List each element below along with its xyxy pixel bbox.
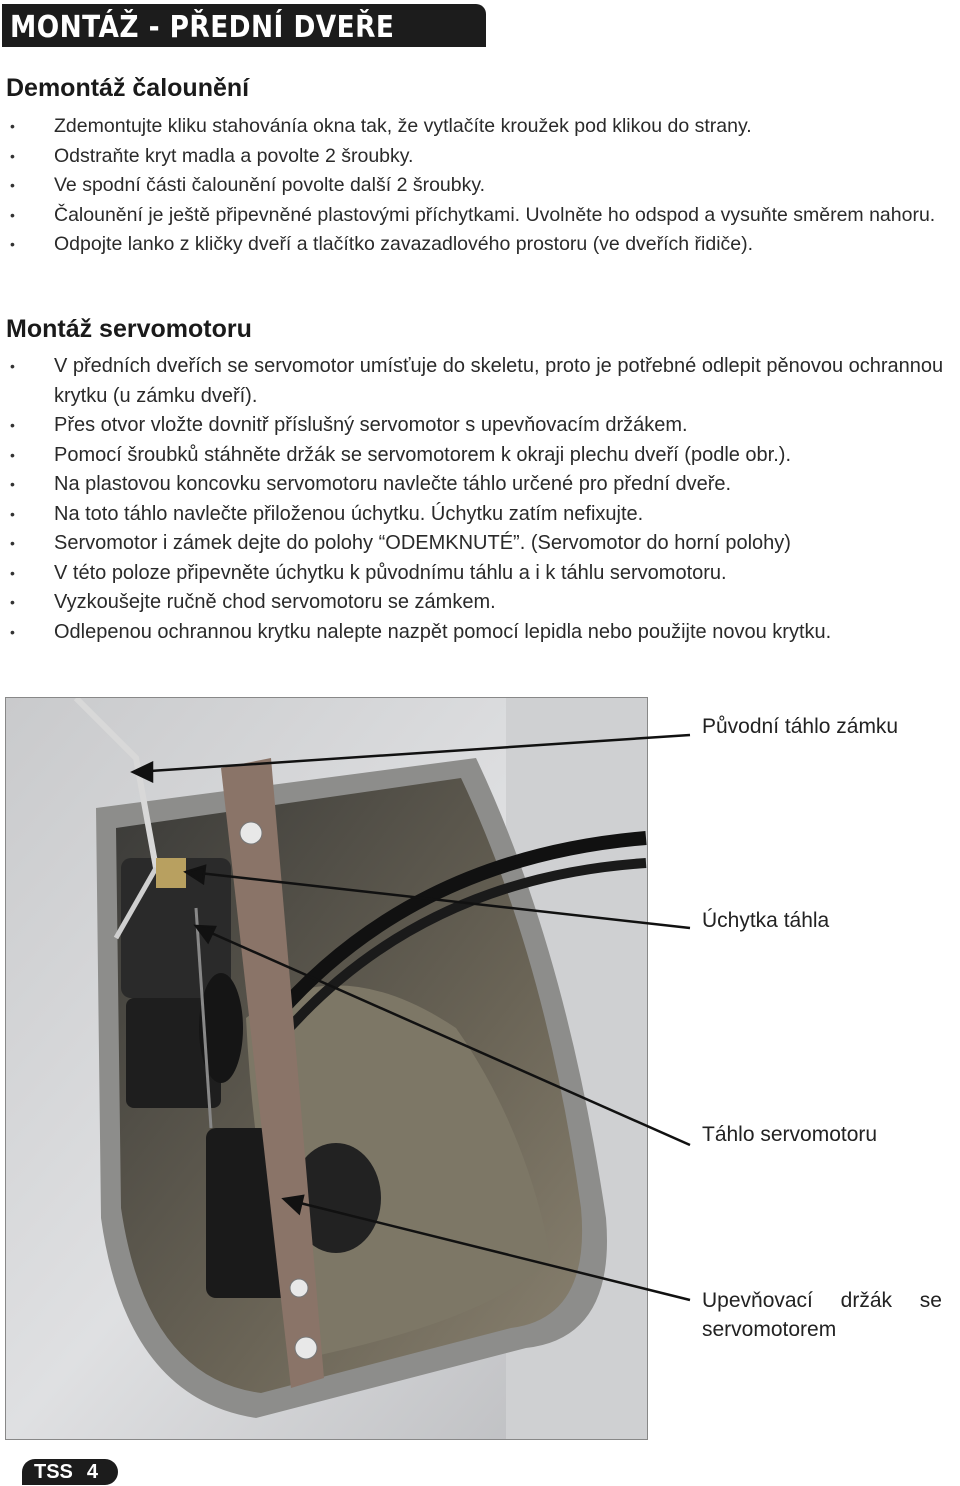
callout-rod-clip: Úchytka táhla [702, 909, 830, 932]
list-item: • V této poloze připevněte úchytku k původnímu táhlu a i k táhlu servomotoru. [6, 559, 960, 589]
list-item: • Ve spodní části čalounění povolte další 2 šroubky. [6, 171, 960, 201]
door-installation-photo [5, 697, 648, 1440]
footer-label [34, 1461, 98, 1484]
list-item: • Na toto táhlo navlečte přiloženou úchytku. Úchytku zatím nefixujte. [6, 500, 960, 530]
list-item: • Odpojte lanko z kličky dveří a tlačítko zavazadlového prostoru (ve dveřích řidiče). [6, 230, 960, 260]
callout-original-rod: Původní táhlo zámku [702, 715, 899, 738]
list-item: • Servomotor i zámek dejte do polohy “ODEMKNUTÉ”. (Servomotor do horní polohy) [6, 529, 960, 559]
footer-brand: TSS [34, 1461, 73, 1483]
door-photo-illustration [6, 698, 647, 1439]
page-number: 4 [86, 1461, 99, 1483]
list-item: • Vyzkoušejte ručně chod servomotoru se zámkem. [6, 588, 960, 618]
title-bar [2, 4, 486, 47]
page-title: MONTÁŽ - PŘEDNÍ DVEŘE [10, 10, 395, 45]
footer-badge [22, 1459, 118, 1485]
servo-install-steps [6, 352, 960, 647]
callout-bracket-with-servo: Upevňovací držák se servomotorem [702, 1289, 942, 1341]
list-item: • Zdemontujte kliku stahovánía okna tak, že vytlačíte kroužek pod klikou do strany. [6, 112, 960, 142]
trim-removal-steps [6, 112, 960, 260]
callout-servo-rod: Táhlo servomotoru [702, 1123, 878, 1146]
list-item: • Čalounění je ještě připevněné plastovými příchytkami. Uvolněte ho odspod a vysuňte směrem nahoru. [6, 201, 960, 231]
list-item: • Odstraňte kryt madla a povolte 2 šroubky. [6, 142, 960, 172]
list-item: • Pomocí šroubků stáhněte držák se servomotorem k okraji plechu dveří (podle obr.). [6, 441, 960, 471]
section-heading-trim-removal: Demontáž čalounění [6, 74, 250, 102]
list-item: • V předních dveřích se servomotor umísťuje do skeletu, proto je potřebné odlepit pěnovou ochrannou krytku (u zámku dveří). [6, 352, 960, 411]
section-heading-servo-install: Montáž servomotoru [6, 315, 252, 343]
list-item: • Na plastovou koncovku servomotoru navlečte táhlo určené pro přední dveře. [6, 470, 960, 500]
list-item: • Přes otvor vložte dovnitř příslušný servomotor s upevňovacím držákem. [6, 411, 960, 441]
list-item: • Odlepenou ochrannou krytku nalepte nazpět pomocí lepidla nebo použijte novou krytku. [6, 618, 960, 648]
